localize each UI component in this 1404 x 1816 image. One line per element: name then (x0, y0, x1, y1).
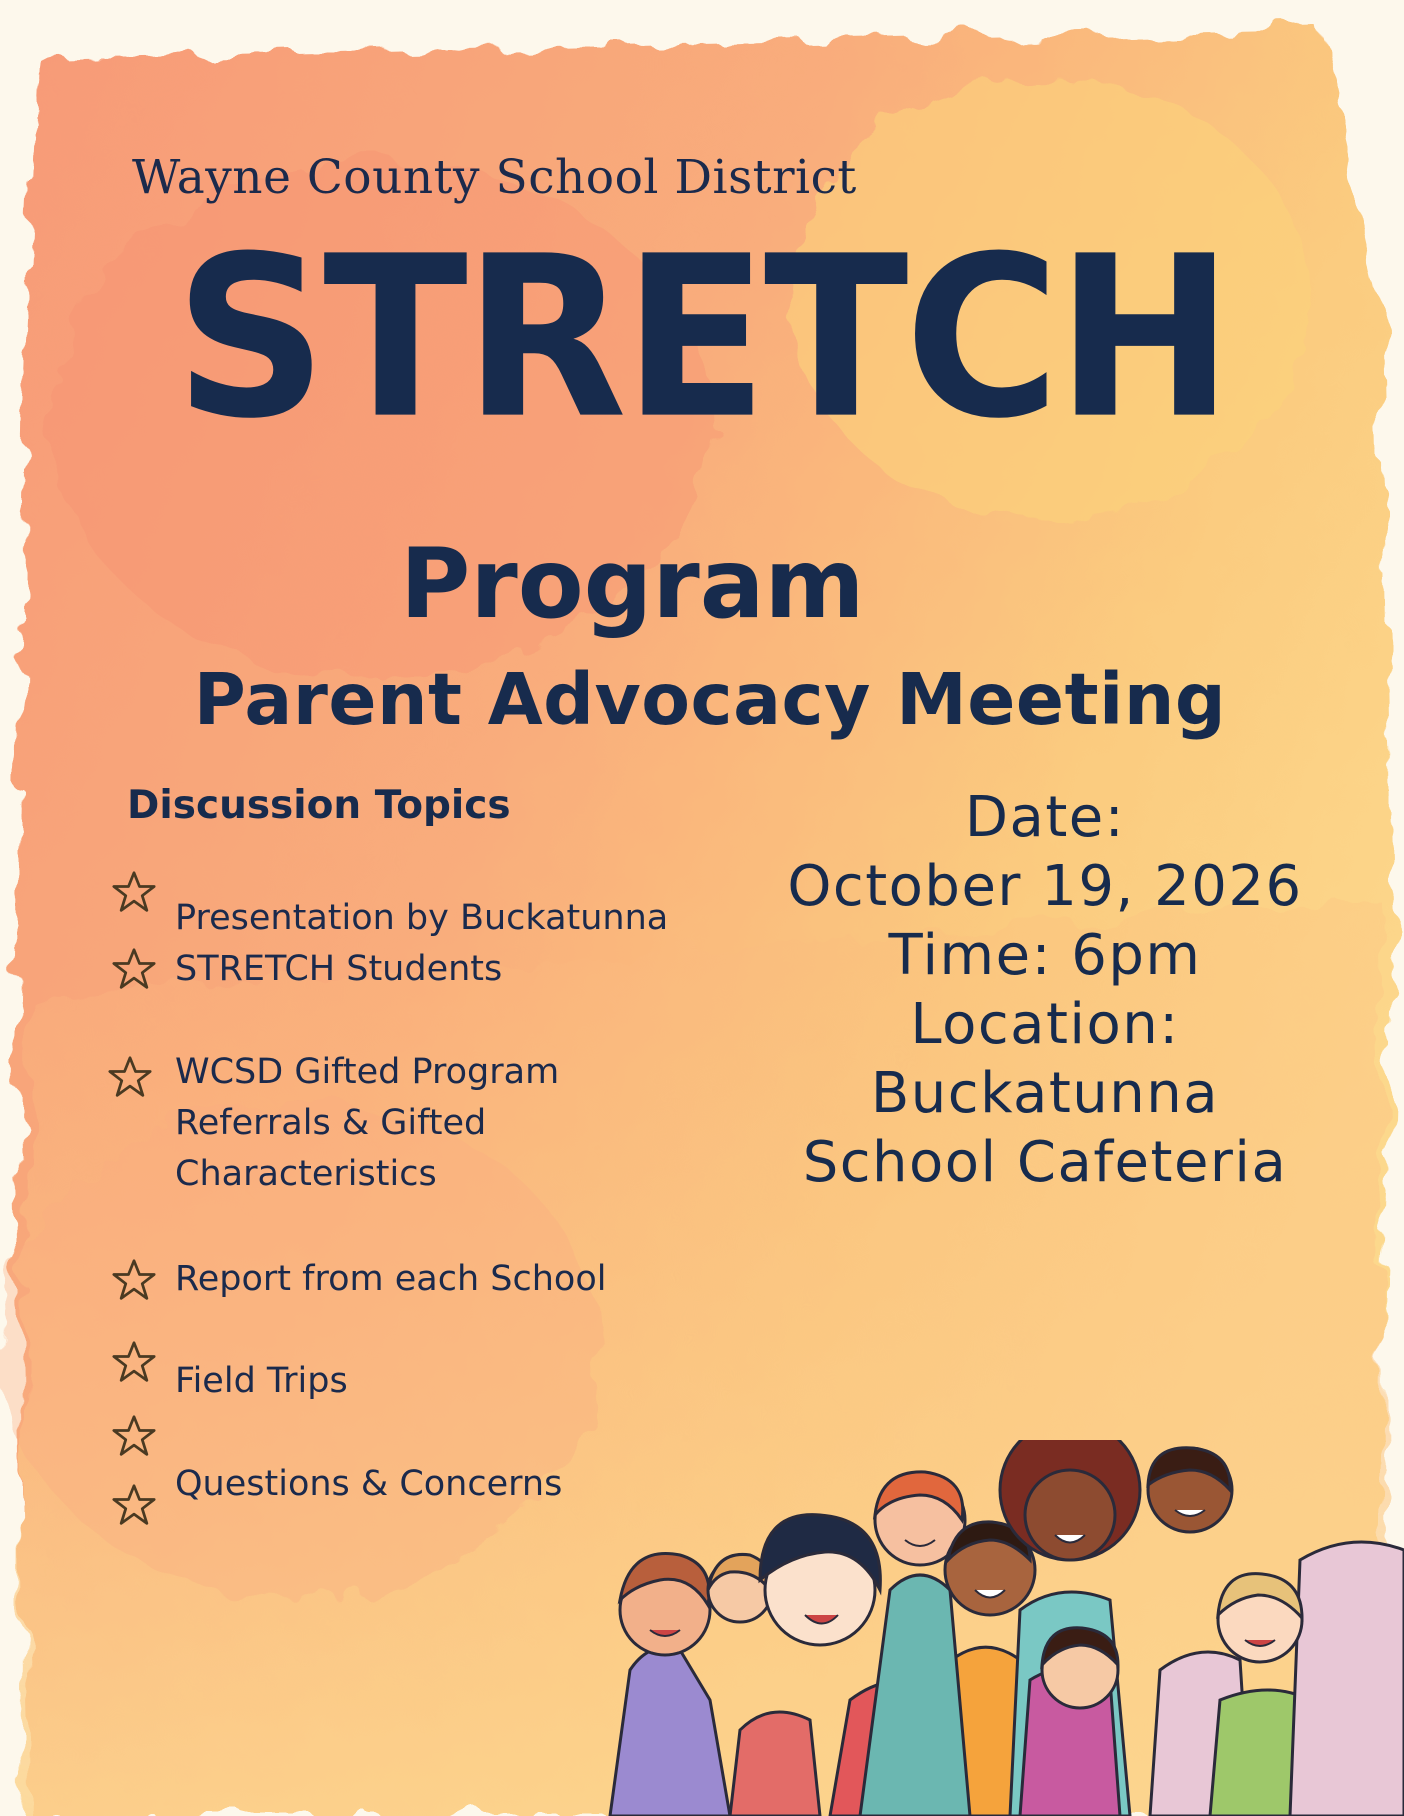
star-icon (111, 1414, 157, 1458)
program-label: Program (400, 528, 865, 640)
children-illustration (590, 1440, 1404, 1816)
topic-item: Characteristics (175, 1154, 437, 1194)
topic-item: Field Trips (175, 1361, 348, 1401)
page-title: STRETCH (174, 207, 1230, 468)
star-icon (111, 870, 157, 914)
topic-item: Questions & Concerns (175, 1464, 563, 1504)
meeting-subtitle: Parent Advocacy Meeting (193, 658, 1227, 741)
topic-item: STRETCH Students (175, 949, 503, 989)
topic-item: Referrals & Gifted (175, 1103, 487, 1143)
location-line-1: Buckatunna (870, 1061, 1220, 1126)
meeting-details (760, 783, 1330, 1197)
star-icon (111, 1340, 157, 1384)
topic-item: Presentation by Buckatunna (175, 898, 669, 938)
location-line-2: School Cafeteria (802, 1130, 1288, 1195)
star-icon (111, 947, 157, 991)
star-icon (111, 1483, 157, 1527)
topics-heading: Discussion Topics (127, 783, 511, 828)
location-label: Location: (910, 992, 1180, 1057)
meeting-time: Time: 6pm (888, 923, 1202, 988)
date-label: Date: (964, 785, 1126, 850)
topic-item: Report from each School (175, 1259, 607, 1299)
meeting-date: October 19, 2026 (787, 854, 1303, 919)
star-icon (111, 1258, 157, 1302)
district-name: Wayne County School District (132, 150, 857, 205)
star-icon (107, 1055, 153, 1099)
topic-item: WCSD Gifted Program (175, 1052, 560, 1092)
